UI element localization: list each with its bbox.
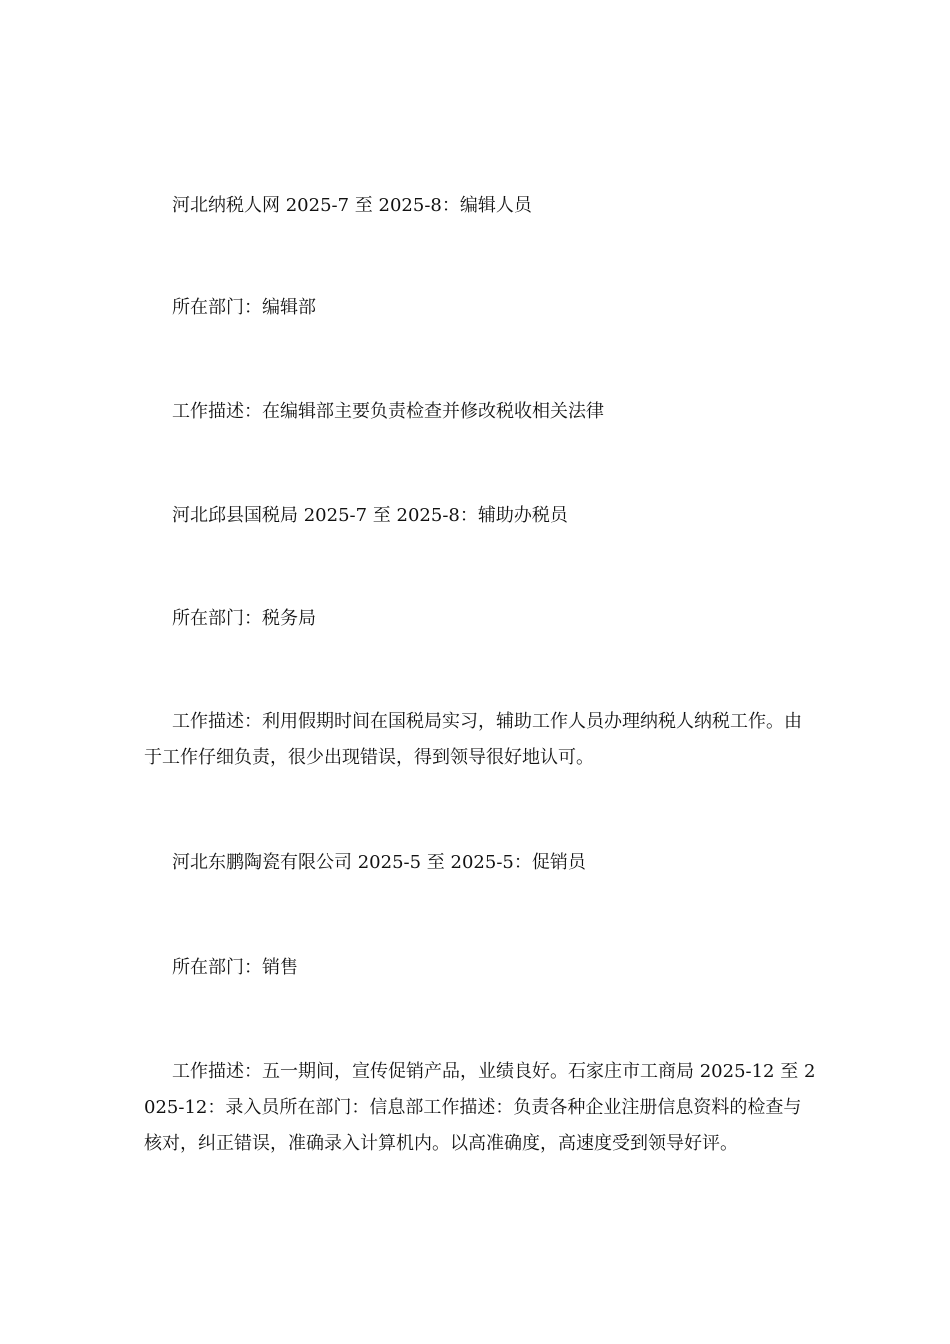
paragraph-job2-description: 工作描述：利用假期时间在国税局实习，辅助工作人员办理纳税人纳税工作。由于工作仔细负责，很少出现错误，得到领导很好地认可。 [144, 711, 802, 768]
paragraph-job3-description: 工作描述：五一期间，宣传促销产品，业绩良好。石家庄市工商局 2025-12 至 2025-12：录入员所在部门：信息部工作描述：负责各种企业注册信息资料的检查与核对，纠正错误，准确录入计算机内。以高准确度，高速度受到领导好评。 [144, 1061, 816, 1154]
paragraph-job2-title: 河北邱县国税局 2025-7 至 2025-8：辅助办税员 [172, 505, 568, 526]
paragraph-job2-department: 所在部门：税务局 [172, 608, 316, 629]
paragraph-job1-title: 河北纳税人网 2025-7 至 2025-8：编辑人员 [172, 195, 532, 216]
paragraph-job1-department: 所在部门：编辑部 [172, 297, 316, 318]
paragraph-job3-department: 所在部门：销售 [172, 957, 298, 978]
paragraph-job1-description: 工作描述：在编辑部主要负责检查并修改税收相关法律 [172, 401, 604, 422]
paragraph-job3-title: 河北东鹏陶瓷有限公司 2025-5 至 2025-5：促销员 [172, 852, 586, 873]
